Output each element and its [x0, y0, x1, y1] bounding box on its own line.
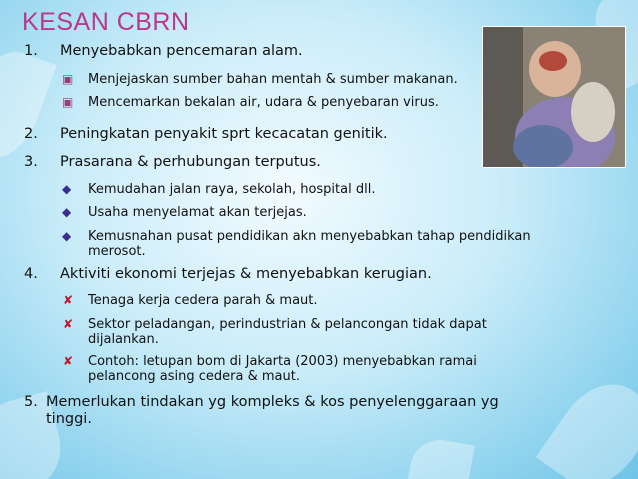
item-text-continuation: tinggi.	[46, 411, 92, 427]
sub-item-continuation: pelancong asing cedera & maut.	[88, 369, 300, 384]
sub-item: Menjejaskan sumber bahan mentah & sumber makanan.	[88, 72, 458, 87]
decorative-leaf	[0, 41, 57, 168]
sub-item: Contoh: letupan bom di Jakarta (2003) menyebabkan ramai	[88, 354, 477, 369]
diamond-bullet-icon: ◆	[62, 182, 72, 196]
square-bullet-icon: ▣	[62, 72, 74, 86]
injured-child-photo	[482, 26, 626, 168]
sub-item: Kemudahan jalan raya, sekolah, hospital dll.	[88, 182, 376, 197]
item-number: 5.	[24, 394, 38, 410]
sub-item: Kemusnahan pusat pendidikan akn menyebabkan tahap pendidikan	[88, 229, 531, 244]
item-number: 1.	[24, 43, 38, 59]
sub-item: Sektor peladangan, perindustrian & pelancongan tidak dapat	[88, 317, 487, 332]
x-bullet-icon: ✘	[63, 317, 74, 331]
item-text: Menyebabkan pencemaran alam.	[60, 43, 303, 59]
item-text: Memerlukan tindakan yg kompleks & kos penyelenggaraan yg	[46, 394, 499, 410]
sub-item-continuation: merosot.	[88, 244, 146, 259]
item-text: Prasarana & perhubungan terputus.	[60, 154, 321, 170]
diamond-bullet-icon: ◆	[62, 205, 72, 219]
item-text: Peningkatan penyakit sprt kecacatan genitik.	[60, 126, 388, 142]
slide-title: KESAN CBRN	[22, 8, 190, 36]
sub-item: Tenaga kerja cedera parah & maut.	[88, 293, 318, 308]
diamond-bullet-icon: ◆	[62, 229, 72, 243]
sub-item: Usaha menyelamat akan terjejas.	[88, 205, 307, 220]
item-number: 3.	[24, 154, 38, 170]
sub-item: Mencemarkan bekalan air, udara & penyebaran virus.	[88, 95, 439, 110]
x-bullet-icon: ✘	[63, 293, 74, 307]
item-number: 2.	[24, 126, 38, 142]
sub-item-continuation: dijalankan.	[88, 332, 159, 347]
square-bullet-icon: ▣	[62, 95, 74, 109]
decorative-leaf	[405, 435, 475, 479]
x-bullet-icon: ✘	[63, 354, 74, 368]
item-text: Aktiviti ekonomi terjejas & menyebabkan kerugian.	[60, 266, 432, 282]
item-number: 4.	[24, 266, 38, 282]
decorative-leaf	[536, 367, 638, 479]
